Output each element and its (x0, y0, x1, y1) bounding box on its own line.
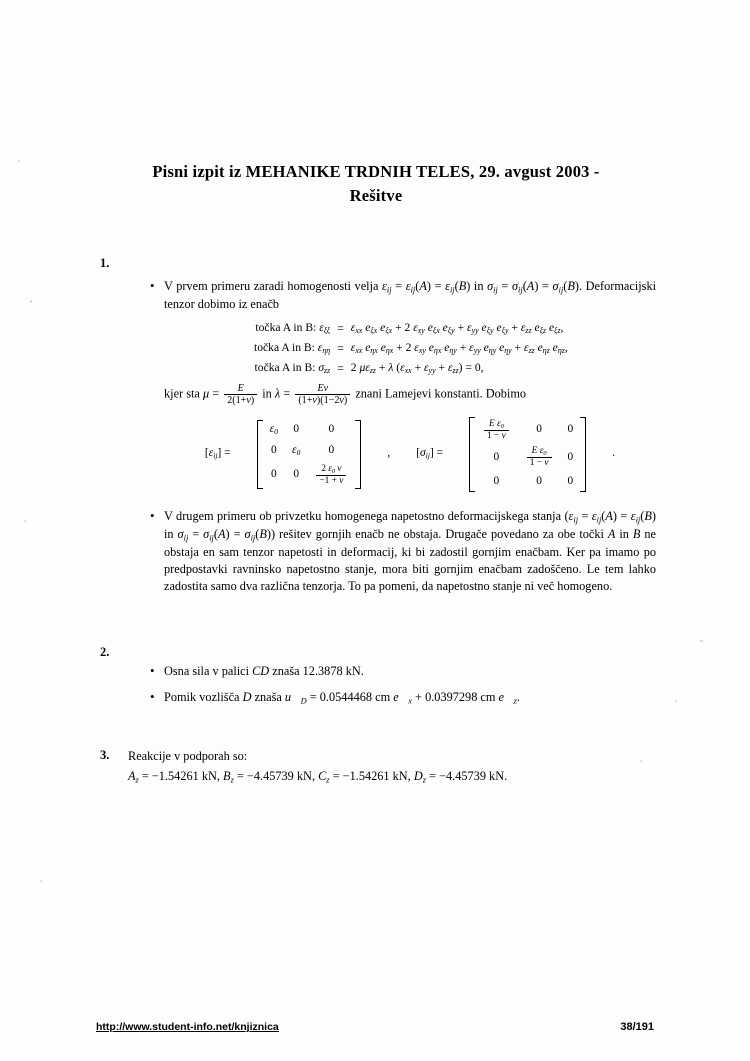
section-number-1: 1. (100, 256, 110, 270)
section-number-3: 3. (100, 748, 110, 762)
matrix-period: . (612, 447, 616, 460)
section-2-content (148, 663, 656, 716)
matrix-group (164, 417, 656, 492)
bullet-2-text: V drugem primeru ob privzetku homogenega napetostno deformacijskega stanja ($\varepsilon_{ij} = \varepsilon_{ij}(A) = \varepsilon_{ij}(B)$ in $\sigma_{ij} = \sigma_{ij}(A) = \sigma_{ij}(B)$) rešitev gornjih enačb ne obstaja. Drugače povedano za obe točki A in B ne obstaja en sam tenzor napetosti in deformacij, ki bi zadostil gornjim enačbam. Ker pa imamo po predpostavki ravninsko napetostno stanje, mora biti gornjim enačbam zadoščeno. Le tem lahko zadostita samo dva različna tenzorja. To pa pomeni, da napetostno stanje ni več homogeno. (164, 509, 657, 593)
list-item (148, 508, 656, 595)
scan-speck (40, 880, 42, 882)
equation-label-2: točka A in B: (254, 341, 315, 355)
member-cd: CD (252, 664, 270, 678)
bullet-1-text: V prvem primeru zaradi homogenosti velja $\varepsilon_{ij} = \varepsilon_{ij}(A) = \varepsilon_{ij}(B)$ in $\sigma_{ij} = \sigma_{ij}(A) = \sigma_{ij}(B)$. Deformacijski tenzor dobimo iz enačb (164, 279, 657, 311)
section-3-content (128, 748, 656, 786)
section-2-bullet-list (148, 663, 656, 707)
scan-speck (675, 700, 677, 702)
displacement-text: Pomik vozlišča D znaša $u⃗_D = 0.0544468$ cm $e⃗_x + 0.0397298$ cm $e⃗_z$. (164, 689, 520, 706)
scan-speck (700, 640, 703, 642)
page-title-line2: Rešitve (349, 185, 403, 205)
list-item (148, 689, 656, 707)
page-title (96, 160, 656, 208)
matrix-label-stress: $[\sigma_{ij}]$ = (416, 447, 444, 461)
lame-constants-line: kjer sta μ = $\frac{E}{2(1+\nu)}$ in λ = $\frac{E\nu}{(1+\nu)(1-2\nu)}$ znani Lamejevi konstanti. Dobimo (164, 383, 527, 407)
scan-speck (30, 300, 32, 303)
matrix-separator: , (387, 447, 391, 460)
page-title-line1: Pisni izpit iz MEHANIKE TRDNIH TELES, 29. avgust 2003 - (152, 162, 600, 181)
matrix-stress: $\frac{E \varepsilon_0}{1 - \nu}$ 0 0 0 $\frac{E \varepsilon_0}{1 - \nu}$ 0 0 0 0 (469, 417, 586, 492)
axial-force-text: Osna sila v palici CD znaša 12.3878 kN. (164, 664, 364, 678)
list-item (148, 663, 656, 680)
matrix-label-strain: $[\varepsilon_{ij}]$ = (204, 447, 231, 461)
equation-row: točka A in B: $\varepsilon_{\eta\eta}$ = $\varepsilon_{xx}$ $e_{\eta x}$ $e_{\eta x} + 2$ $\varepsilon_{xy}$ $e_{\eta x}$ $e_{\eta y} + \varepsilon_{yy}$ $e_{\eta y}$ $e_{\eta y} + \varepsilon_{zz}$ $e_{\eta z}$ $e_{\eta z}$, (254, 341, 568, 356)
node-d: D (242, 689, 252, 704)
equation-group-1 (164, 319, 656, 379)
equation-row: točka A in B: $\varepsilon_{\xi\xi}$ = $\varepsilon_{xx}$ $e_{\xi x}$ $e_{\xi x} + 2$ $\varepsilon_{xy}$ $e_{\xi x}$ $e_{\xi y} + \varepsilon_{yy}$ $e_{\xi y}$ $e_{\xi y} + \varepsilon_{zz}$ $e_{\xi z}$ $e_{\xi z}$, (255, 321, 564, 336)
scan-speck (24, 520, 26, 522)
section-number-2: 2. (100, 645, 110, 659)
scan-speck (18, 160, 20, 162)
footer-url-link[interactable]: http://www.student-info.net/knjiznica (96, 1021, 279, 1033)
equation-row: točka A in B: $\sigma_{zz}$ = 2 $\mu\varepsilon_{zz} + \lambda$ $(\varepsilon_{xx} + \varepsilon_{yy} + \varepsilon_{zz}) = 0$, (254, 361, 484, 376)
equation-label-3: točka A in B: (254, 361, 316, 375)
matrix-strain: $\varepsilon_0$ 0 0 0 $\varepsilon_0$ 0 0 0 $\frac{2 \varepsilon_0 \nu}{-1 + \nu}$ (257, 420, 362, 489)
list-item (148, 278, 656, 492)
reactions-values: $A_z = -1.54261$ kN, $B_z = -4.45739$ kN, $C_z = -1.54261$ kN, $D_z = -4.45739$ kN. (128, 768, 508, 785)
section-1-content (148, 278, 656, 604)
footer-page-number: 38/191 (620, 1021, 654, 1033)
equation-label-1: točka A in B: (255, 321, 317, 335)
section-1-bullet-list (148, 278, 656, 595)
reactions-intro: Reakcije v podporah so: (128, 749, 248, 763)
